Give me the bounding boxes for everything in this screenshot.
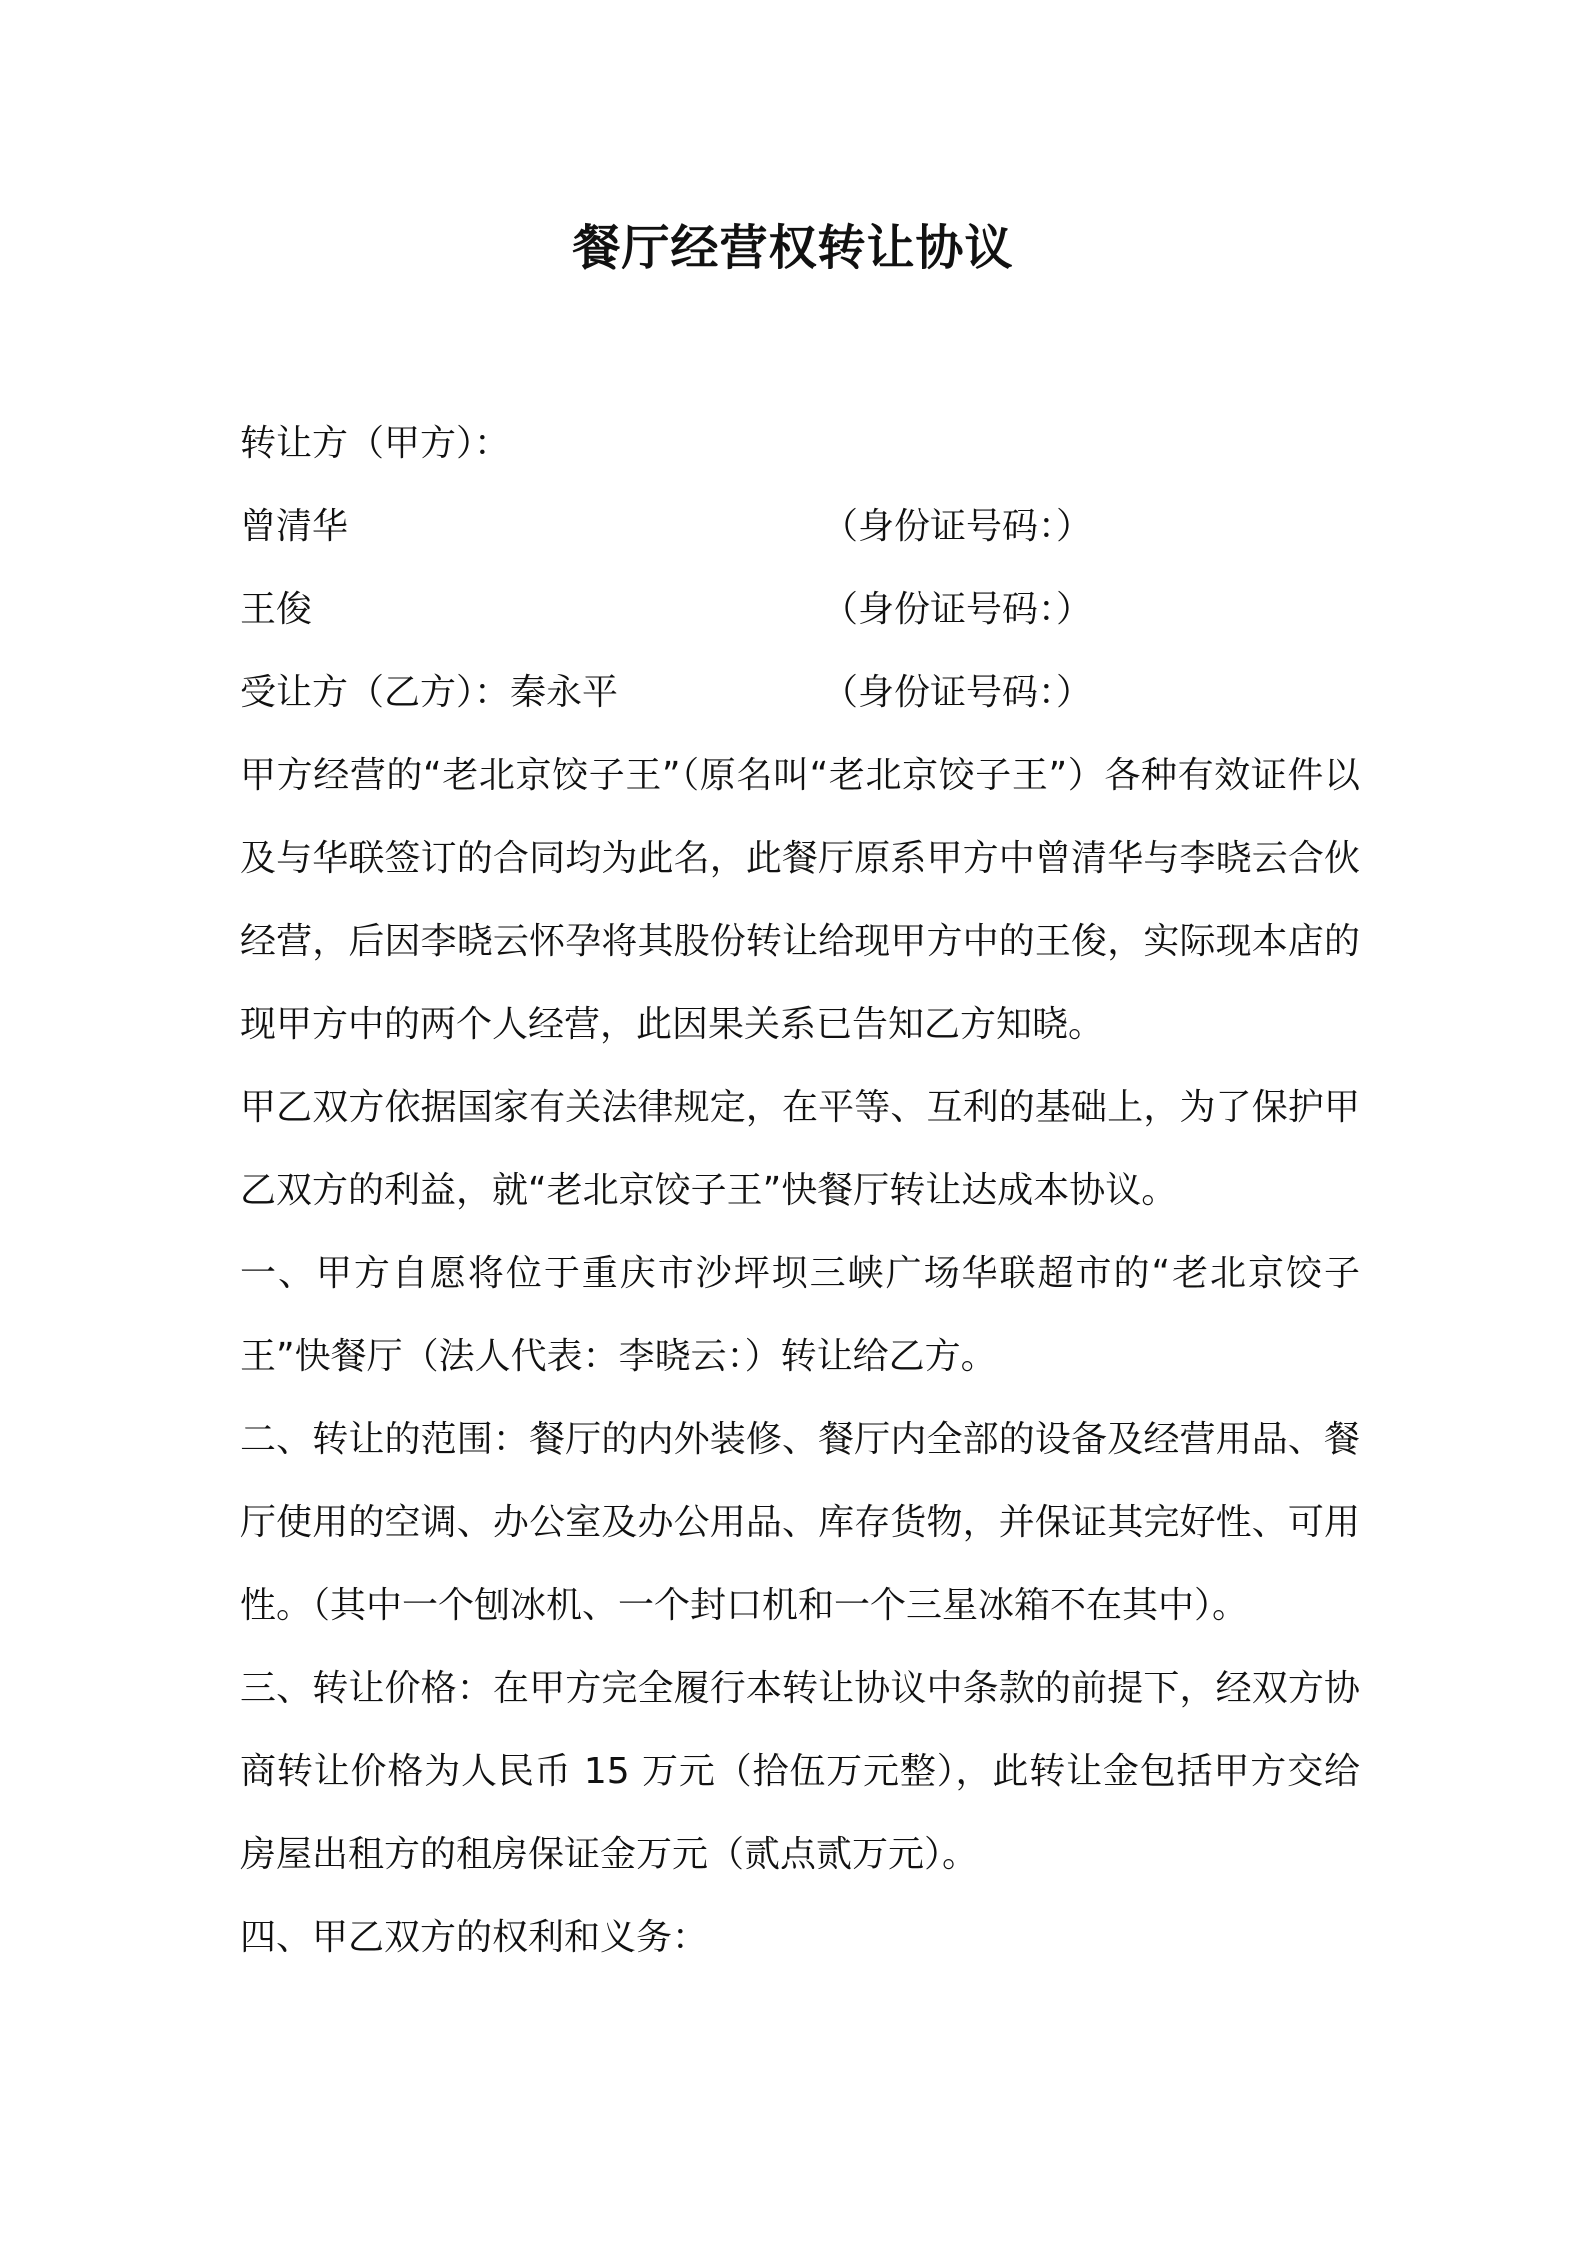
clause-2: 二、转让的范围：餐厅的内外装修、餐厅内全部的设备及经营用品、餐厅使用的空调、办公室及办公用品、库存货物，并保证其完好性、可用性。（其中一个刨冰机、一个封口机和一个三星冰箱不在其中）。 <box>240 1419 1360 1626</box>
party-row <box>240 568 1360 651</box>
party-id-label: （身份证号码：） <box>822 589 1093 630</box>
party-id-label: （身份证号码：） <box>822 506 1093 547</box>
party-id-label: （身份证号码：） <box>822 672 1093 713</box>
transferor-heading-row <box>240 402 1360 485</box>
party-name: 受让方（乙方）：秦永平 <box>240 672 619 713</box>
document-title: 餐厅经营权转让协议 <box>572 220 1014 276</box>
party-row <box>240 651 1360 734</box>
paragraph-preamble: 甲乙双方依据国家有关法律规定，在平等、互利的基础上，为了保护甲乙双方的利益，就“老北京饺子王”快餐厅转让达成本协议。 <box>240 1087 1360 1211</box>
clause-3: 三、转让价格：在甲方完全履行本转让协议中条款的前提下，经双方协商转让价格为人民币 15 万元（拾伍万元整），此转让金包括甲方交给房屋出租方的租房保证金万元（贰点贰万元）。 <box>240 1668 1360 1875</box>
transferor-label: 转让方（甲方）： <box>240 423 511 464</box>
clause-4-heading: 四、甲乙双方的权利和义务： <box>240 1917 709 1958</box>
party-name: 王俊 <box>240 589 313 630</box>
document-body <box>240 402 1360 1979</box>
party-name: 曾清华 <box>240 506 349 547</box>
clause-1: 一、甲方自愿将位于重庆市沙坪坝三峡广场华联超市的“老北京饺子王”快餐厅（法人代表：李晓云：）转让给乙方。 <box>240 1253 1360 1377</box>
party-row <box>240 485 1360 568</box>
paragraph-background: 甲方经营的“老北京饺子王”（原名叫“老北京饺子王”）各种有效证件以及与华联签订的合同均为此名，此餐厅原系甲方中曾清华与李晓云合伙经营，后因李晓云怀孕将其股份转让给现甲方中的王俊，实际现本店的现甲方中的两个人经营，此因果关系已告知乙方知晓。 <box>240 755 1360 1045</box>
